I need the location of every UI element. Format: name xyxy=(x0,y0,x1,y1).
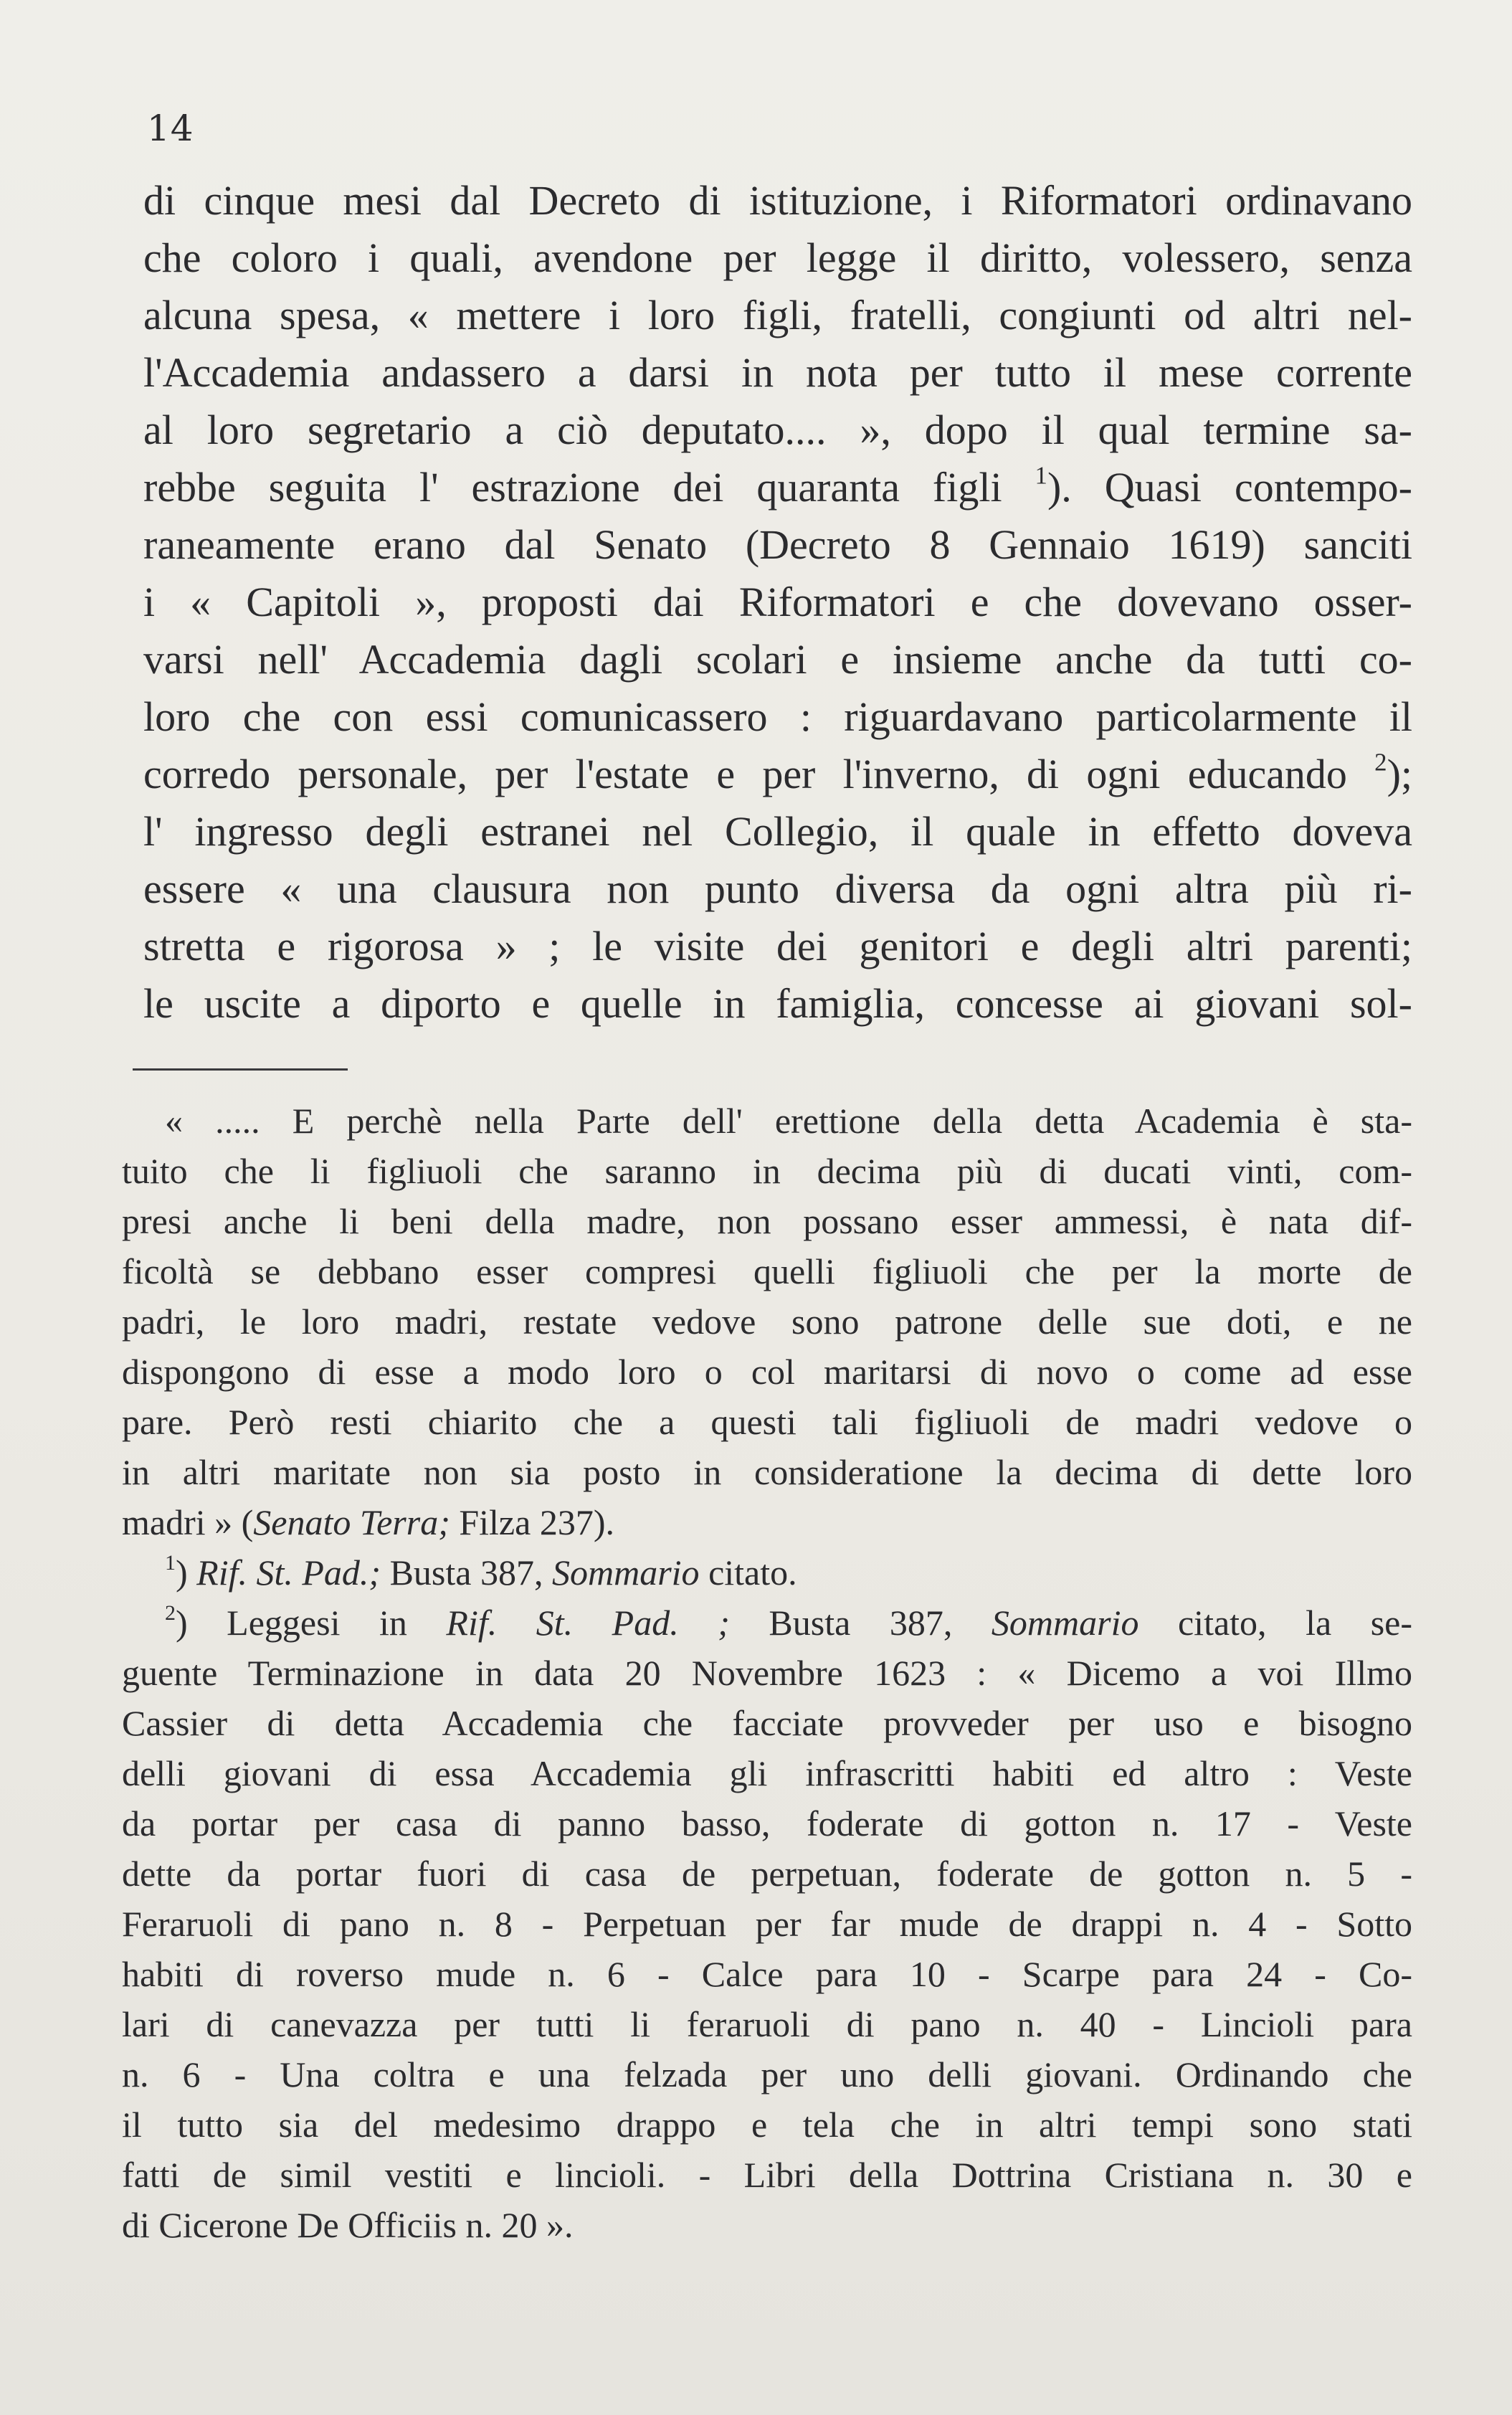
main-body-text xyxy=(143,172,1412,1033)
body-line-text: corredo personale, per l'estate e per l'inverno, di ogni educando xyxy=(143,751,1347,797)
footnote-2-first-line: $^2$) Leggesi in Rif. St. Pad. ; Busta 387, Sommario citato, la se- xyxy=(165,1601,1412,1643)
body-line: al loro segretario a ciò deputato.... », dopo il qual termine sa- xyxy=(143,407,1412,453)
note-line: dispongono di esse a modo loro o col maritarsi di novo o come ad esse xyxy=(122,1352,1412,1392)
footnote-ref-2: 2 xyxy=(1374,748,1387,777)
footnote-2-line: delli giovani di essa Accademia gli infrascritti habiti ed altro : Veste xyxy=(122,1753,1412,1793)
footnote-2-marker: 2 xyxy=(165,1601,176,1625)
body-line: alcuna spesa, « mettere i loro figli, fratelli, congiunti od altri nel- xyxy=(143,292,1412,338)
note-line: pare. Però resti chiarito che a questi tali figliuoli de madri vedove o xyxy=(122,1402,1412,1442)
footnote-2-line: da portar per casa di panno basso, foderate di gotton n. 17 - Veste xyxy=(122,1803,1412,1844)
note-line: padri, le loro madri, restate vedove sono patrone delle sue doti, e ne xyxy=(122,1301,1412,1342)
note-line: « ..... E perchè nella Parte dell' erettione della detta Academia è sta- xyxy=(165,1101,1412,1141)
footnote-2-line: dette da portar fuori di casa de perpetuan, foderate de gotton n. 5 - xyxy=(122,1854,1412,1894)
footnote-2-line: il tutto sia del medesimo drappo e tela che in altri tempi sono stati xyxy=(122,2105,1412,2145)
body-line-with-footnote-1 xyxy=(143,459,1412,516)
note-line: tuito che li figliuoli che saranno in decima più di ducati vinti, com- xyxy=(122,1151,1412,1191)
body-line-with-footnote-2 xyxy=(143,746,1412,803)
body-line: raneamente erano dal Senato (Decreto 8 Gennaio 1619) sanciti xyxy=(143,521,1412,568)
body-line: loro che con essi comunicassero : riguardavano particolarmente il xyxy=(143,693,1412,740)
body-line: l'Accademia andassero a darsi in nota per tutto il mese corrente xyxy=(143,349,1412,396)
footnote-1-marker: 1 xyxy=(165,1551,176,1575)
footnotes-section xyxy=(122,1096,1412,2250)
note-line: presi anche li beni della madre, non possano esser ammessi, è nata dif- xyxy=(122,1201,1412,1241)
note-line: in altri maritate non sia posto in consideratione la decima di dette loro xyxy=(122,1452,1412,1492)
footnote-2-line: n. 6 - Una coltra e una felzada per uno delli giovani. Ordinando che xyxy=(122,2054,1412,2094)
footnote-2-line: guente Terminazione in data 20 Novembre 1623 : « Dicemo a voi Illmo xyxy=(122,1653,1412,1693)
body-line: di cinque mesi dal Decreto di istituzione, i Riformatori ordinavano xyxy=(143,177,1412,224)
footnote-1: $^1$) Rif. St. Pad.; Busta 387, Sommario citato. xyxy=(165,1551,797,1593)
body-line-text: rebbe seguita l' estrazione dei quaranta figli xyxy=(143,464,1002,511)
footnote-2-line: Feraruoli di pano n. 8 - Perpetuan per far mude de drappi n. 4 - Sotto xyxy=(122,1904,1412,1944)
footnote-2-line: Cassier di detta Accademia che facciate provveder per uso e bisogno xyxy=(122,1703,1412,1743)
footnote-separator-rule xyxy=(133,1068,348,1071)
note-line-citation: madri » (Senato Terra; Filza 237). xyxy=(122,1502,614,1542)
page-number: 14 xyxy=(147,108,194,149)
body-line: l' ingresso degli estranei nel Collegio, il quale in effetto doveva xyxy=(143,808,1412,855)
body-line: stretta e rigorosa » ; le visite dei genitori e degli altri parenti; xyxy=(143,923,1412,969)
body-line: essere « una clausura non punto diversa da ogni altra più ri- xyxy=(143,865,1412,912)
footnote-2-line: lari di canevazza per tutti li feraruoli di pano n. 40 - Lincioli para xyxy=(122,2004,1412,2044)
body-line-tail: ); xyxy=(1387,751,1412,797)
footnote-2-line: fatti de simil vestiti e lincioli. - Libri della Dottrina Cristiana n. 30 e xyxy=(122,2155,1412,2195)
body-line: che coloro i quali, avendone per legge il diritto, volessero, senza xyxy=(143,234,1412,281)
footnote-2-line: di Cicerone De Officiis n. 20 ». xyxy=(122,2205,574,2245)
body-line-tail: ). Quasi contempo- xyxy=(1047,464,1412,511)
citation-source: Senato Terra; xyxy=(253,1502,450,1542)
body-line: le uscite a diporto e quelle in famiglia, concesse ai giovani sol- xyxy=(143,980,1412,1027)
footnote-2-line: habiti di roverso mude n. 6 - Calce para 10 - Scarpe para 24 - Co- xyxy=(122,1954,1412,1994)
body-line: varsi nell' Accademia dagli scolari e insieme anche da tutti co- xyxy=(143,636,1412,683)
footnote-ref-1: 1 xyxy=(1035,461,1047,490)
note-line: ficoltà se debbano esser compresi quelli figliuoli che per la morte de xyxy=(122,1251,1412,1291)
body-line: i « Capitoli », proposti dai Riformatori e che dovevano osser- xyxy=(143,579,1412,625)
